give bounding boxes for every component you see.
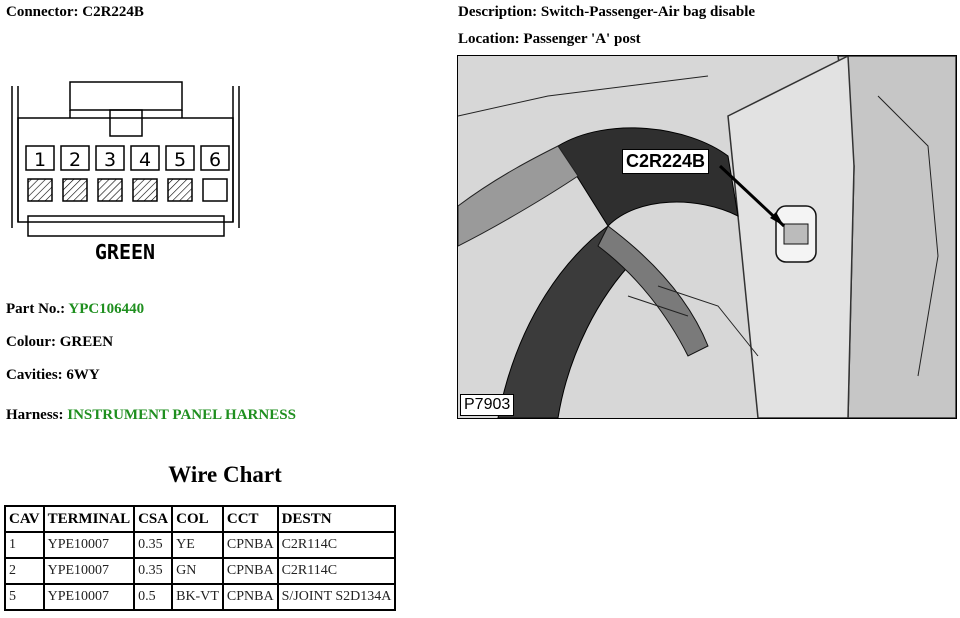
connector-face-diagram xyxy=(10,80,242,270)
table-cell: C2R114C xyxy=(279,533,395,557)
cavity-populated xyxy=(133,179,157,201)
connector-label: Connector: xyxy=(6,4,79,20)
part-no-value: YPC106440 xyxy=(68,301,145,317)
table-row xyxy=(6,585,394,609)
table-row xyxy=(6,559,394,583)
table-cell: 5 xyxy=(6,585,43,609)
wire-chart-table xyxy=(4,505,396,611)
description-label: Description: xyxy=(458,4,538,20)
connector-colour-label: GREEN xyxy=(94,240,156,264)
location-line xyxy=(458,31,641,48)
connector-value: C2R224B xyxy=(82,4,144,20)
description-line xyxy=(458,4,755,21)
connector-base xyxy=(28,216,224,236)
cavity-populated xyxy=(168,179,192,201)
table-cell: CPNBA xyxy=(224,533,277,557)
cavity-populated xyxy=(28,179,52,201)
table-cell: 0.35 xyxy=(135,559,171,583)
pin-number: 2 xyxy=(68,149,82,171)
harness-value: INSTRUMENT PANEL HARNESS xyxy=(67,407,296,423)
table-cell: YE xyxy=(173,533,222,557)
cavity-empty xyxy=(203,179,227,201)
table-cell: YPE10007 xyxy=(45,533,134,557)
location-value: Passenger 'A' post xyxy=(523,31,641,47)
harness-label: Harness: xyxy=(6,407,64,423)
table-cell: 0.35 xyxy=(135,533,171,557)
photo-illustration xyxy=(458,56,956,418)
table-cell: BK-VT xyxy=(173,585,222,609)
location-photo xyxy=(457,55,957,419)
colour-label: Colour: xyxy=(6,334,56,350)
photo-reference-label: P7903 xyxy=(460,394,514,416)
description-value: Switch-Passenger-Air bag disable xyxy=(540,4,756,20)
part-no-line xyxy=(6,301,144,318)
latch-tab xyxy=(110,110,142,136)
column-header: DESTN xyxy=(279,507,395,531)
table-cell: 2 xyxy=(6,559,43,583)
table-cell: GN xyxy=(173,559,222,583)
harness-line xyxy=(6,407,296,424)
column-header: CCT xyxy=(224,507,277,531)
cavities-line xyxy=(6,367,100,384)
pin-number: 3 xyxy=(103,149,117,171)
table-cell: 0.5 xyxy=(135,585,171,609)
colour-line xyxy=(6,334,113,351)
pin-number: 1 xyxy=(33,149,47,171)
wire-chart-header-row xyxy=(6,507,394,531)
pin-number: 5 xyxy=(173,149,187,171)
pin-number: 6 xyxy=(208,149,222,171)
wire-chart-body xyxy=(6,533,394,609)
photo-callout-label: C2R224B xyxy=(622,149,709,174)
column-header: TERMINAL xyxy=(45,507,134,531)
table-row xyxy=(6,533,394,557)
connector-line xyxy=(6,4,144,21)
table-cell: S/JOINT S2D134A xyxy=(279,585,395,609)
cavities-label: Cavities: xyxy=(6,367,63,383)
cavity-populated xyxy=(98,179,122,201)
cavity-populated xyxy=(63,179,87,201)
table-cell: CPNBA xyxy=(224,585,277,609)
table-cell: YPE10007 xyxy=(45,585,134,609)
pin-group xyxy=(26,146,229,201)
colour-value: GREEN xyxy=(59,334,114,350)
table-cell: CPNBA xyxy=(224,559,277,583)
part-no-label: Part No.: xyxy=(6,301,66,317)
table-cell: 1 xyxy=(6,533,43,557)
wire-chart-title: Wire Chart xyxy=(168,462,282,487)
location-label: Location: xyxy=(458,31,520,47)
column-header: CAV xyxy=(6,507,43,531)
column-header: COL xyxy=(173,507,222,531)
pin-number: 4 xyxy=(138,149,152,171)
cavities-value: 6WY xyxy=(66,367,100,383)
column-header: CSA xyxy=(135,507,171,531)
connector-latch xyxy=(70,82,182,110)
table-cell: YPE10007 xyxy=(45,559,134,583)
table-cell: C2R114C xyxy=(279,559,395,583)
